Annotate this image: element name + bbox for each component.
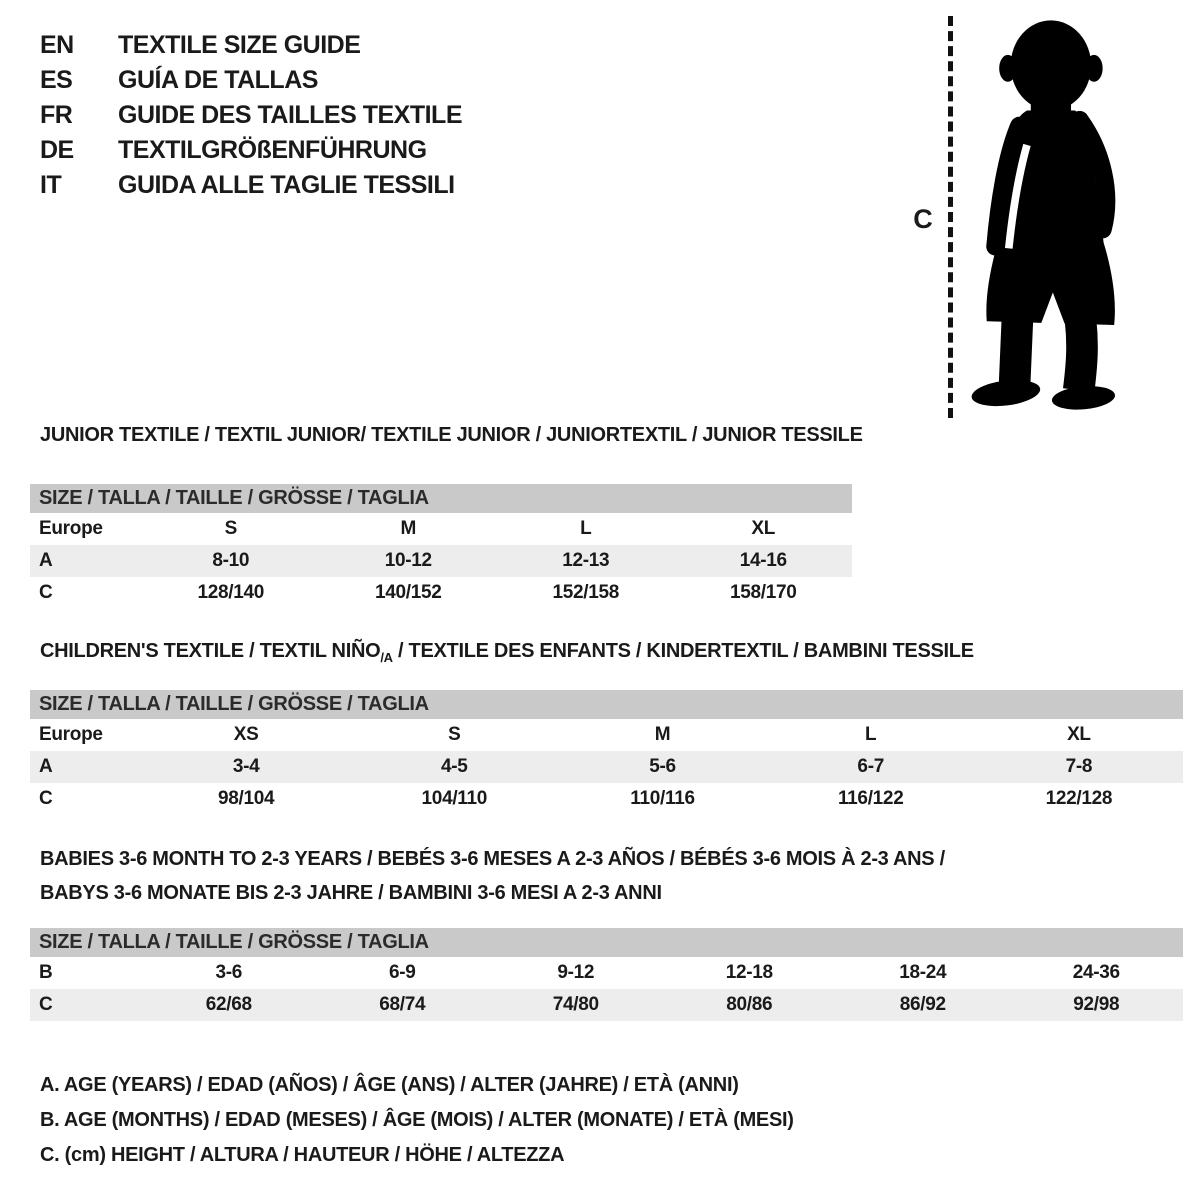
table-cell: 104/110 (421, 788, 488, 809)
table-cell: 92/98 (1073, 994, 1120, 1015)
toddler-silhouette-icon (958, 10, 1140, 414)
children-title-sub: /A (380, 650, 393, 665)
table-row-age (30, 751, 1183, 783)
legend-height-cm: C. (cm) HEIGHT / ALTURA / HAUTEUR / HÖHE / ALTEZZA (40, 1144, 565, 1166)
table-cell: 12-18 (725, 962, 773, 983)
language-code: EN (40, 31, 74, 59)
height-dashed-line (948, 16, 953, 418)
junior-section-title: JUNIOR TEXTILE / TEXTIL JUNIOR/ TEXTILE JUNIOR / JUNIORTEXTIL / JUNIOR TESSILE (40, 424, 863, 446)
row-label: C (39, 788, 53, 809)
table-cell: 3-6 (215, 962, 243, 983)
legend (40, 1068, 794, 1173)
table-cell: 152/158 (552, 582, 620, 603)
table-cell: M (654, 724, 671, 745)
table-row-europe (30, 719, 1183, 751)
table-cell: 14-16 (739, 550, 787, 571)
table-cell: 10-12 (384, 550, 432, 571)
junior-size-table (30, 484, 852, 609)
table-cell: 6-7 (857, 756, 884, 777)
table-row-height (30, 783, 1183, 815)
guide-title-fr: GUIDE DES TAILLES TEXTILE (118, 101, 463, 129)
row-label: C (39, 994, 53, 1015)
table-cell: 116/122 (837, 788, 904, 809)
table-cell: 122/128 (1045, 788, 1113, 809)
babies-section-title-line2: BABYS 3-6 MONATE BIS 2-3 JAHRE / BAMBINI 3-6 MESI A 2-3 ANNI (40, 882, 662, 904)
table-cell: L (580, 518, 592, 539)
table-cell: L (865, 724, 877, 745)
legend-age-years: A. AGE (YEARS) / EDAD (AÑOS) / ÂGE (ANS) / ALTER (JAHRE) / ETÀ (ANNI) (40, 1074, 739, 1096)
table-cell: 140/152 (374, 582, 442, 603)
row-label: B (39, 962, 53, 983)
children-title-prefix: CHILDREN'S TEXTILE / TEXTIL NIÑO (40, 640, 381, 662)
table-cell: XL (751, 518, 776, 539)
table-cell: 74/80 (552, 994, 599, 1015)
language-code: IT (40, 171, 62, 199)
size-header-band: SIZE / TALLA / TAILLE / GRÖSSE / TAGLIA (30, 690, 1183, 719)
table-row-europe (30, 513, 852, 545)
table-cell: S (448, 724, 461, 745)
table-cell: 5-6 (649, 756, 676, 777)
guide-title-it: GUIDA ALLE TAGLIE TESSILI (118, 171, 455, 199)
children-size-table (30, 690, 1183, 815)
table-cell: 7-8 (1065, 756, 1093, 777)
table-cell: 24-36 (1072, 962, 1120, 983)
table-cell: 68/74 (379, 994, 426, 1015)
language-row-es (40, 63, 462, 98)
table-cell: XS (233, 724, 259, 745)
babies-size-table (30, 928, 1183, 1021)
language-row-en (40, 28, 462, 63)
guide-title-es: GUÍA DE TALLAS (118, 66, 318, 94)
table-row-age (30, 545, 852, 577)
language-code: DE (40, 136, 74, 164)
table-cell: 4-5 (441, 756, 468, 777)
language-title-list (40, 28, 462, 203)
table-cell: 6-9 (388, 962, 416, 983)
row-label: C (39, 582, 53, 603)
table-cell: S (224, 518, 237, 539)
table-cell: 18-24 (899, 962, 947, 983)
height-measure-label: C (913, 204, 933, 234)
table-cell: 86/92 (899, 994, 946, 1015)
table-row-height (30, 989, 1183, 1021)
table-cell: 3-4 (232, 756, 260, 777)
language-code: FR (40, 101, 73, 129)
children-section-title (40, 640, 974, 665)
table-cell: 9-12 (557, 962, 595, 983)
table-cell: 62/68 (205, 994, 252, 1015)
table-cell: 80/86 (726, 994, 773, 1015)
language-row-it (40, 168, 462, 203)
row-label: Europe (39, 724, 103, 745)
language-row-fr (40, 98, 462, 133)
table-cell: 12-13 (562, 550, 610, 571)
row-label: A (39, 550, 53, 571)
table-cell: 8-10 (212, 550, 250, 571)
row-label: Europe (39, 518, 103, 539)
babies-section-title-line1: BABIES 3-6 MONTH TO 2-3 YEARS / BEBÉS 3-6 MESES A 2-3 AÑOS / BÉBÉS 3-6 MOIS À 2-3 ANS / (40, 848, 945, 870)
children-title-suffix: / TEXTILE DES ENFANTS / KINDERTEXTIL / BAMBINI TESSILE (392, 640, 974, 662)
guide-title-de: TEXTILGRÖßENFÜHRUNG (118, 136, 427, 164)
legend-age-months: B. AGE (MONTHS) / EDAD (MESES) / ÂGE (MOIS) / ALTER (MONATE) / ETÀ (MESI) (40, 1109, 794, 1131)
guide-title-en: TEXTILE SIZE GUIDE (118, 31, 361, 59)
language-code: ES (40, 66, 73, 94)
table-cell: 98/104 (217, 788, 275, 809)
table-cell: 128/140 (197, 582, 265, 603)
size-header-band: SIZE / TALLA / TAILLE / GRÖSSE / TAGLIA (30, 928, 1183, 957)
table-row-height (30, 577, 852, 609)
table-cell: M (400, 518, 417, 539)
table-cell: 158/170 (729, 582, 797, 603)
table-cell: 110/116 (630, 788, 695, 809)
table-row-months (30, 957, 1183, 989)
row-label: A (39, 756, 53, 777)
table-cell: XL (1067, 724, 1091, 745)
language-row-de (40, 133, 462, 168)
size-header-band: SIZE / TALLA / TAILLE / GRÖSSE / TAGLIA (30, 484, 852, 513)
